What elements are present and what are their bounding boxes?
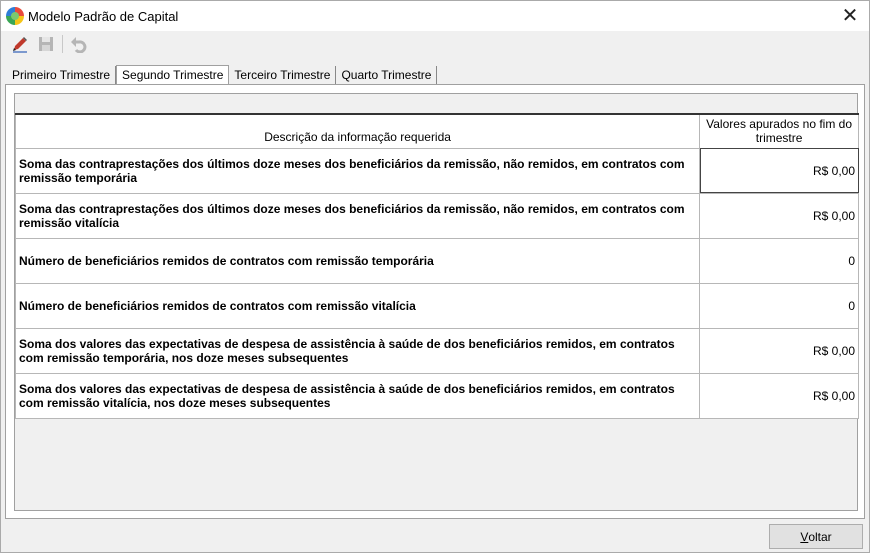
table-row	[16, 328, 859, 373]
row-value-cell[interactable]: R$ 0,00	[700, 148, 859, 193]
tab-terceiro-trimestre[interactable]: Terceiro Trimestre	[229, 66, 336, 84]
table-row	[16, 193, 859, 238]
column-header-value: Valores apurados no fim do trimestre	[700, 114, 859, 148]
toolbar	[1, 31, 869, 57]
voltar-label: oltar	[808, 529, 832, 544]
row-description: Número de beneficiários remidos de contratos com remissão temporária	[16, 238, 700, 283]
close-button[interactable]: ✕	[841, 3, 859, 27]
voltar-accelerator: V	[800, 529, 809, 544]
row-value-cell[interactable]: R$ 0,00	[700, 193, 859, 238]
row-value-cell[interactable]: R$ 0,00	[700, 373, 859, 418]
toolbar-separator	[62, 35, 63, 53]
window-title: Modelo Padrão de Capital	[28, 8, 179, 24]
row-description: Número de beneficiários remidos de contratos com remissão vitalícia	[16, 283, 700, 328]
tab-segundo-trimestre[interactable]: Segundo Trimestre	[116, 65, 229, 85]
table-row	[16, 283, 859, 328]
grid-container	[14, 93, 858, 511]
tab-quarto-trimestre[interactable]: Quarto Trimestre	[336, 66, 437, 84]
edit-icon[interactable]	[10, 34, 30, 54]
table-row	[16, 148, 859, 193]
title-bar	[1, 1, 869, 31]
tab-primeiro-trimestre[interactable]: Primeiro Trimestre	[7, 66, 116, 84]
table-row	[16, 373, 859, 418]
row-value-cell[interactable]: R$ 0,00	[700, 328, 859, 373]
table-row	[16, 238, 859, 283]
save-icon[interactable]	[36, 34, 56, 54]
row-value-cell[interactable]: 0	[700, 283, 859, 328]
voltar-button[interactable]	[769, 524, 863, 549]
row-value-cell[interactable]: 0	[700, 238, 859, 283]
undo-icon[interactable]	[69, 34, 89, 54]
data-grid	[15, 113, 859, 419]
tab-strip	[7, 64, 437, 84]
grid-header-row	[16, 114, 859, 148]
app-logo-icon	[6, 7, 24, 25]
row-description: Soma das contraprestações dos últimos doze meses dos beneficiários da remissão, não remidos, em contratos com remissão temporária	[16, 148, 700, 193]
row-description: Soma dos valores das expectativas de despesa de assistência à saúde de dos beneficiários remidos, em contratos com remissão temporária, nos doze meses subsequentes	[16, 328, 700, 373]
row-description: Soma dos valores das expectativas de despesa de assistência à saúde de dos beneficiários remidos, em contratos com remissão vitalícia, nos doze meses subsequentes	[16, 373, 700, 418]
column-header-description: Descrição da informação requerida	[16, 114, 700, 148]
tab-panel	[5, 84, 865, 519]
row-description: Soma das contraprestações dos últimos doze meses dos beneficiários da remissão, não remidos, em contratos com remissão vitalícia	[16, 193, 700, 238]
